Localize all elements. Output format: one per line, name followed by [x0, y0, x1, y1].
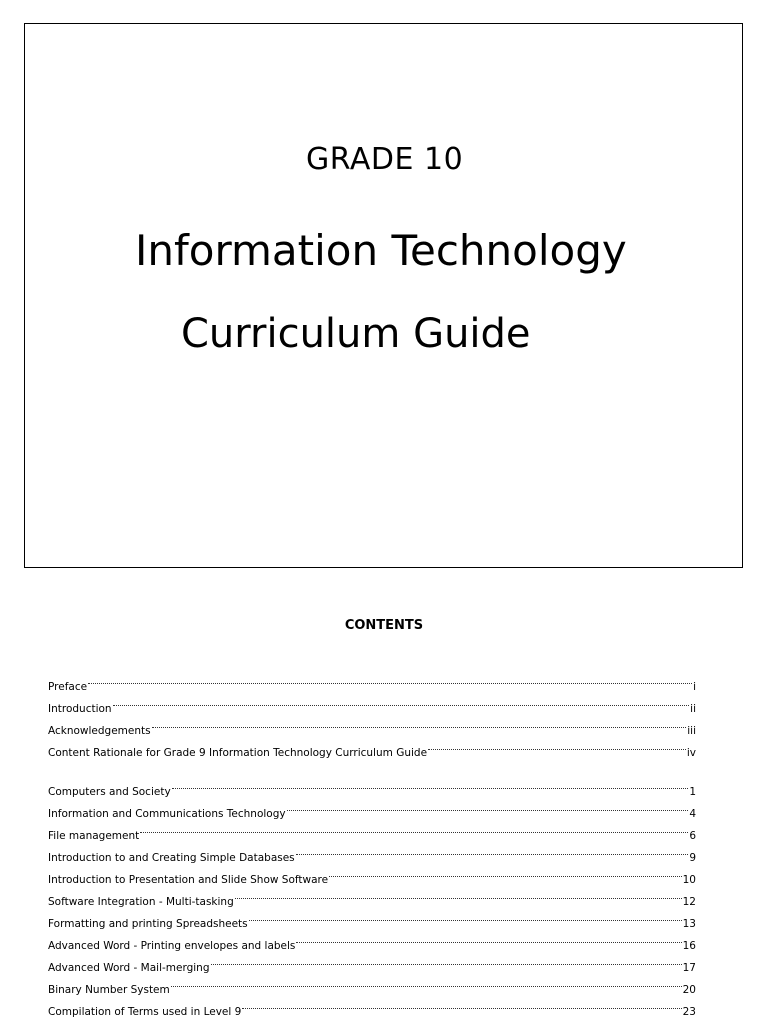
document-type-title: Curriculum Guide: [181, 311, 531, 357]
subject-title: Information Technology: [135, 226, 627, 275]
toc-dot-leader: [248, 905, 683, 927]
toc-entry-page: 16: [682, 940, 696, 952]
toc-entry-page: 13: [682, 918, 696, 930]
toc-entry-label: Content Rationale for Grade 9 Information Technology Curriculum Guide: [48, 747, 428, 759]
toc-dot-leader: [427, 734, 687, 756]
toc-entry-label: Compilation of Terms used in Level 9: [48, 1006, 242, 1018]
toc-dot-leader: [139, 817, 689, 839]
toc-units: [48, 773, 696, 1018]
toc-entry-computers-and-society[interactable]: [48, 773, 696, 798]
toc-entry-acknowledgements[interactable]: [48, 712, 696, 737]
toc-entry-label: Computers and Society: [48, 786, 171, 798]
toc-entry-preface[interactable]: [48, 668, 696, 693]
toc-entry-label: Acknowledgements: [48, 725, 151, 737]
toc-entry-page: 4: [689, 808, 696, 820]
toc-dot-leader: [295, 927, 682, 949]
toc-entry-label: Preface: [48, 681, 88, 693]
toc-entry-page: 10: [682, 874, 696, 886]
toc-entry-introduction[interactable]: [48, 690, 696, 715]
toc-dot-leader: [241, 993, 682, 1015]
toc-dot-leader: [328, 861, 683, 883]
toc-entry-databases[interactable]: [48, 839, 696, 864]
toc-entry-label: Introduction to Presentation and Slide Show Software: [48, 874, 329, 886]
toc-entry-page: 9: [689, 852, 696, 864]
toc-entry-label: Advanced Word - Printing envelopes and labels: [48, 940, 296, 952]
toc-entry-page: 20: [682, 984, 696, 996]
toc-dot-leader: [112, 690, 691, 712]
table-of-contents: [48, 668, 696, 1018]
toc-entry-label: Software Integration - Multi-tasking: [48, 896, 234, 908]
toc-entry-page: 23: [682, 1006, 696, 1018]
toc-entry-label: File management: [48, 830, 140, 842]
toc-entry-page: ii: [690, 703, 696, 715]
toc-entry-label: Binary Number System: [48, 984, 170, 996]
toc-entry-page: iv: [686, 747, 696, 759]
toc-entry-label: Formatting and printing Spreadsheets: [48, 918, 248, 930]
toc-dot-leader: [87, 668, 693, 690]
toc-entry-label: Introduction to and Creating Simple Databases: [48, 852, 295, 864]
toc-entry-label: Information and Communications Technology: [48, 808, 286, 820]
toc-dot-leader: [151, 712, 688, 734]
toc-dot-leader: [171, 773, 690, 795]
toc-dot-leader: [210, 949, 683, 971]
toc-entry-page: 6: [689, 830, 696, 842]
toc-dot-leader: [170, 971, 683, 993]
toc-dot-leader: [295, 839, 690, 861]
grade-heading: GRADE 10: [306, 142, 464, 177]
toc-entry-page: i: [693, 681, 696, 693]
title-page-box: [24, 23, 743, 568]
contents-heading: CONTENTS: [344, 618, 424, 633]
toc-dot-leader: [234, 883, 683, 905]
toc-dot-leader: [286, 795, 690, 817]
toc-front-matter: [48, 668, 696, 759]
toc-entry-label: Introduction: [48, 703, 112, 715]
toc-entry-page: 1: [689, 786, 696, 798]
toc-entry-label: Advanced Word - Mail-merging: [48, 962, 210, 974]
toc-entry-file-management[interactable]: [48, 817, 696, 842]
toc-entry-page: 12: [682, 896, 696, 908]
toc-entry-page: iii: [687, 725, 696, 737]
toc-entry-page: 17: [682, 962, 696, 974]
